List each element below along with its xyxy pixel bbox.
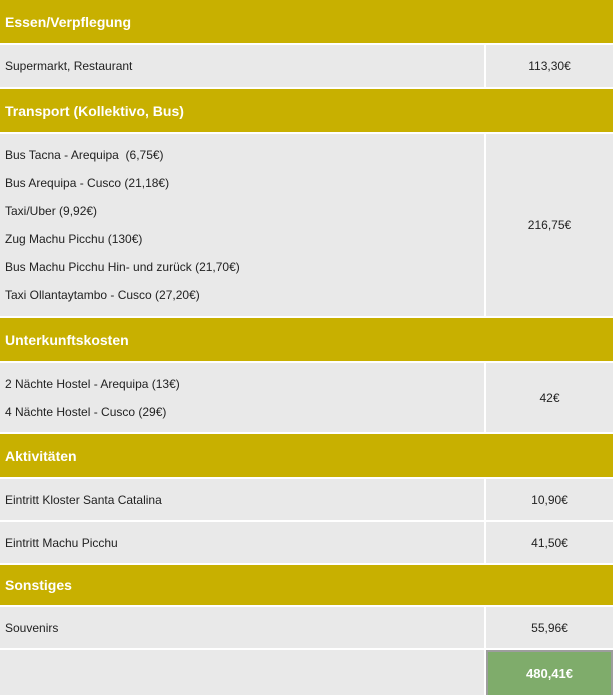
row-item: Eintritt Kloster Santa Catalina [5, 492, 162, 507]
section-title: Aktivitäten [5, 447, 77, 464]
section-title: Sonstiges [5, 577, 72, 593]
row-amount: 55,96€ [486, 607, 613, 650]
row-amount: 113,30€ [486, 45, 613, 89]
row-item: 4 Nächte Hostel - Cusco (29€) [5, 404, 167, 419]
row-item: 2 Nächte Hostel - Arequipa (13€) [5, 376, 180, 391]
row-item: Taxi/Uber (9,92€) [5, 204, 98, 218]
section-header-unterkunft [0, 318, 613, 363]
row-item-cell [0, 479, 484, 522]
section-title: Unterkunftskosten [5, 331, 129, 348]
section-header-transport [0, 89, 613, 134]
row-item: Supermarkt, Restaurant [5, 59, 133, 73]
row-item-cell [0, 45, 484, 89]
row-item: Zug Machu Picchu (130€) [5, 232, 143, 246]
row-item-cell [0, 522, 484, 565]
total-row-spacer [0, 650, 484, 695]
section-title: Transport (Kollektivo, Bus) [5, 102, 184, 119]
row-item: Eintritt Machu Picchu [5, 535, 118, 550]
total-amount: 480,41€ [486, 650, 613, 695]
row-item: Souvenirs [5, 620, 59, 635]
row-item-cell [0, 363, 484, 434]
row-item: Bus Tacna - Arequipa (6,75€) [5, 148, 164, 162]
section-header-aktivitaeten [0, 434, 613, 479]
row-item: Bus Arequipa - Cusco (21,18€) [5, 176, 170, 190]
row-item: Bus Machu Picchu Hin- und zurück (21,70€) [5, 260, 240, 274]
section-title: Essen/Verpflegung [5, 13, 132, 30]
section-header-sonstiges [0, 565, 613, 607]
row-item-cell [0, 134, 484, 318]
section-header-essen [0, 0, 613, 45]
row-item-cell [0, 607, 484, 650]
row-amount: 10,90€ [486, 479, 613, 522]
row-item: Taxi Ollantaytambo - Cusco (27,20€) [5, 288, 200, 302]
row-amount: 41,50€ [486, 522, 613, 565]
row-amount: 216,75€ [486, 134, 613, 318]
row-amount: 42€ [486, 363, 613, 434]
